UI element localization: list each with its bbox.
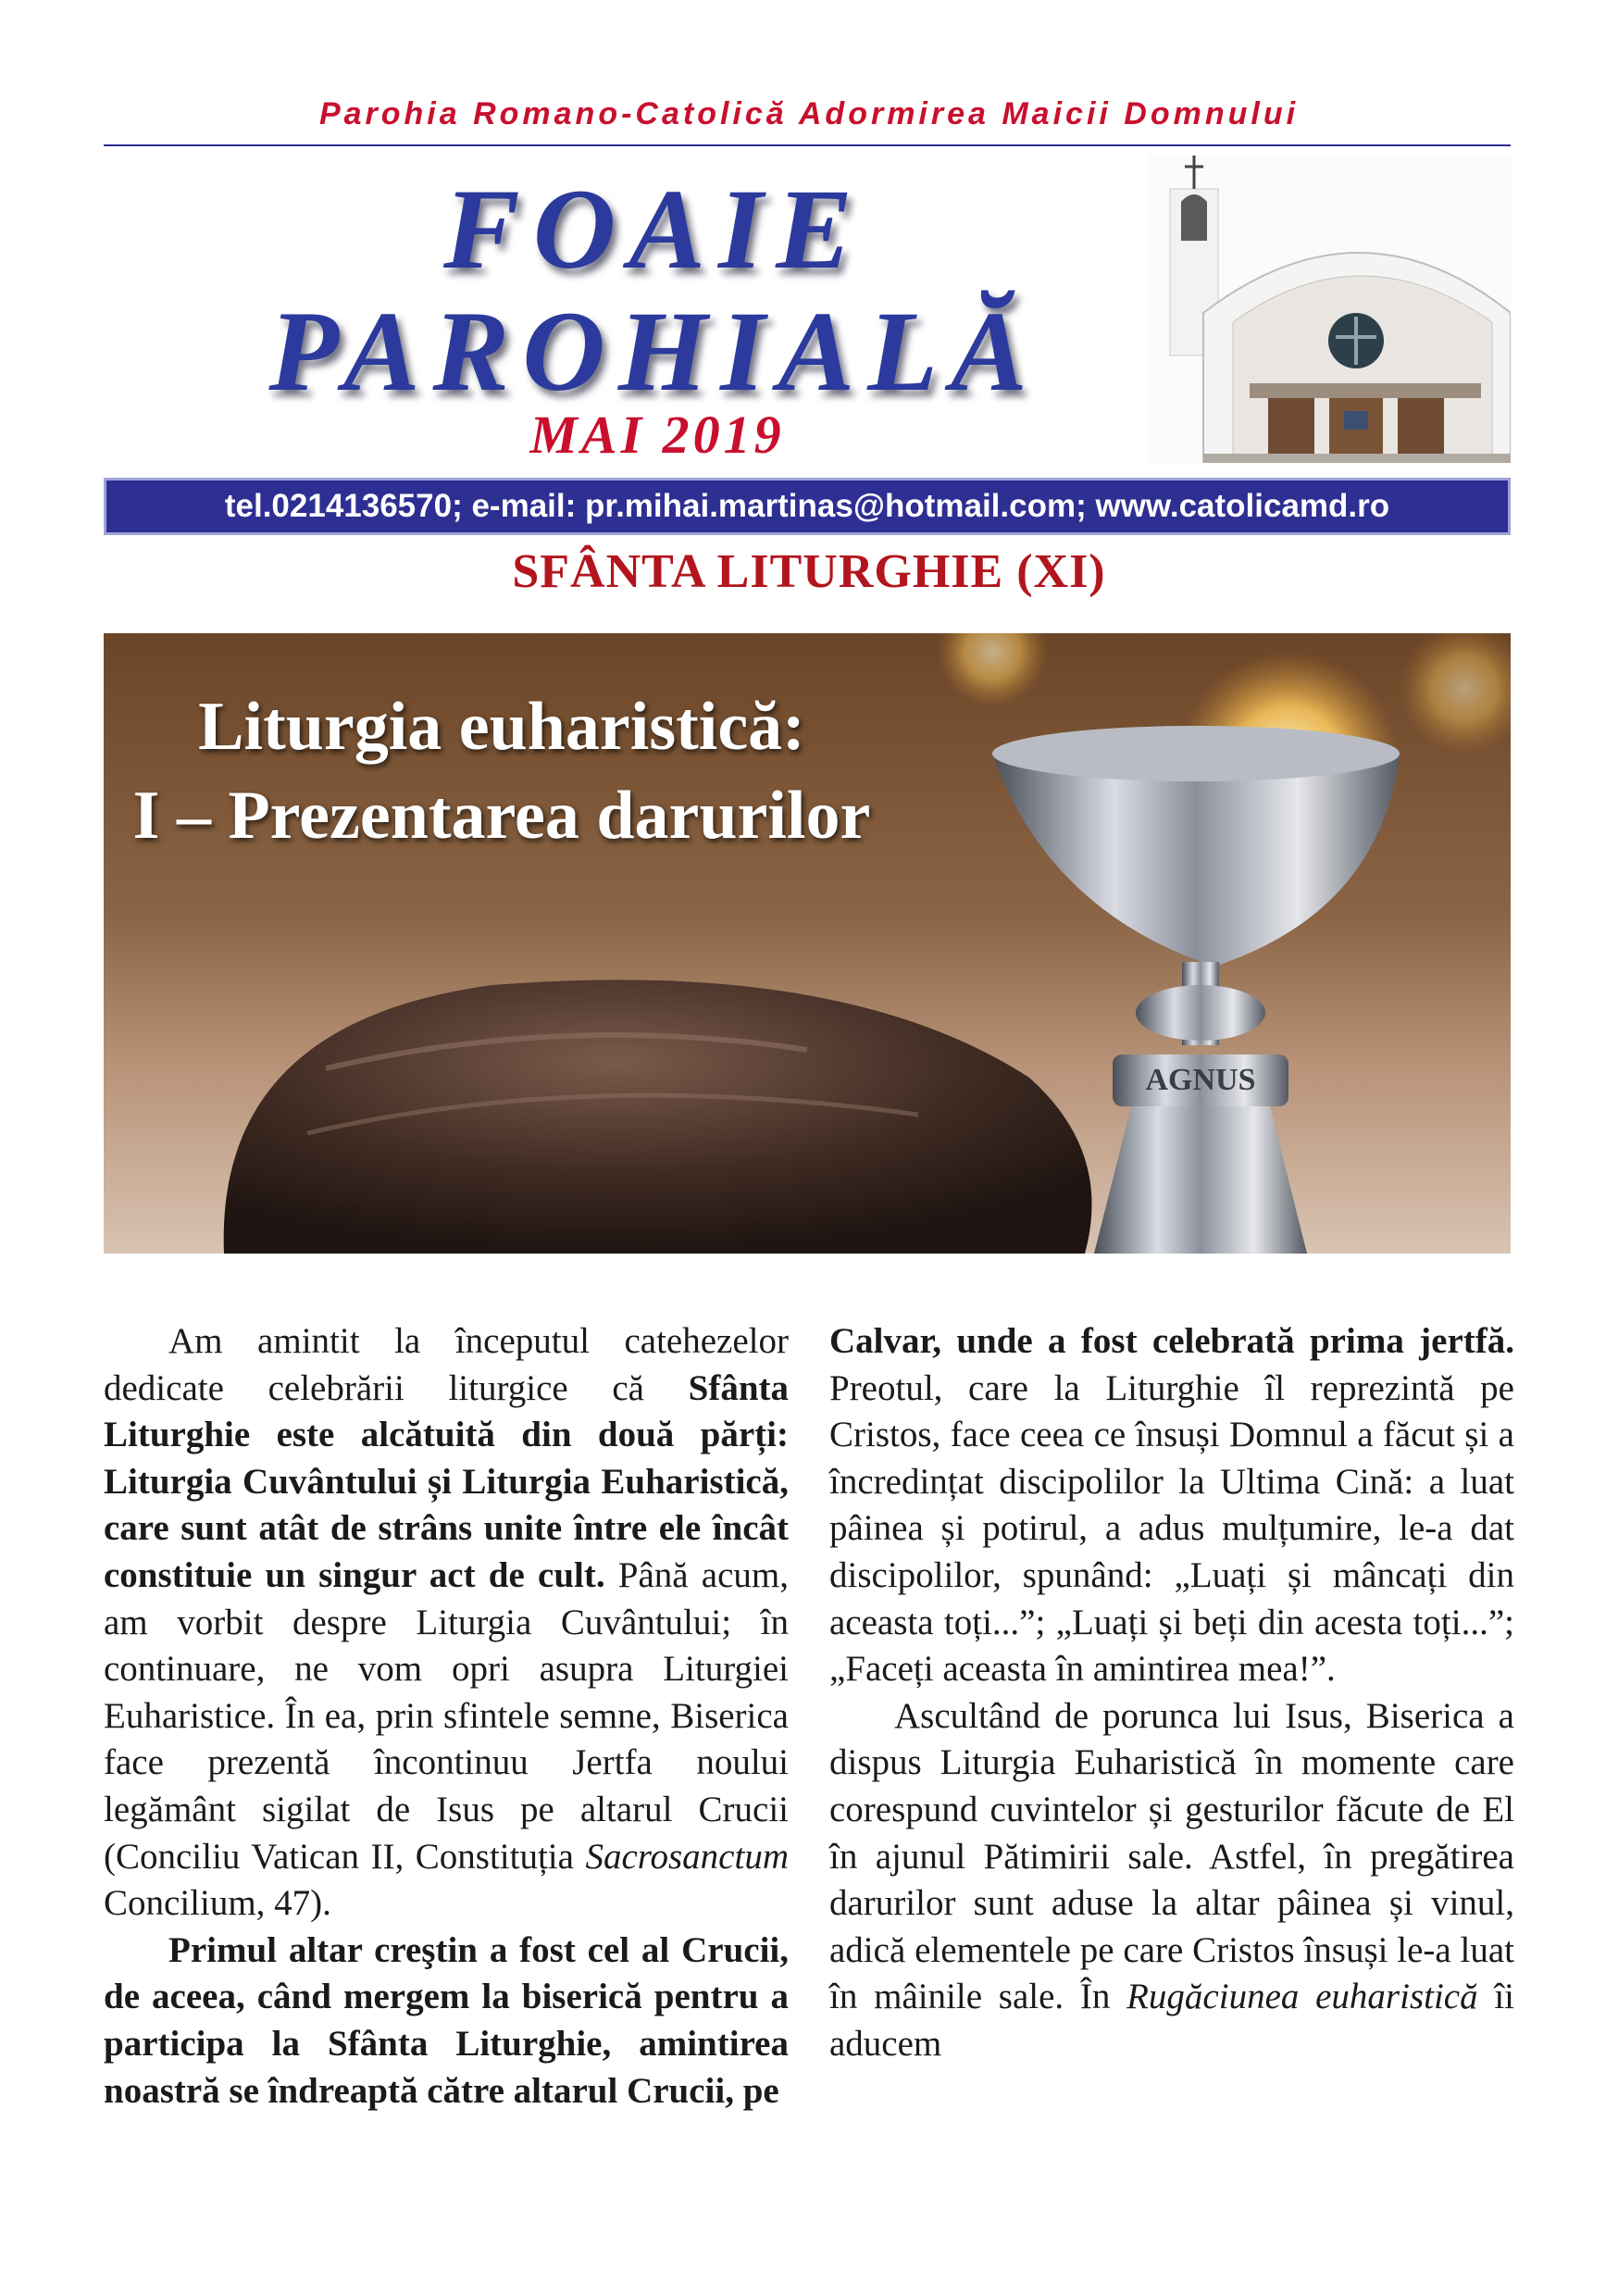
bold-run: Primul altar creştin a fost cel al Crucii, de aceea, când mergem la biserică pentru a participa la Sfânta Liturghie, amintirea noastră se îndreaptă către altarul Crucii, pe: [104, 1929, 789, 2111]
article-column-right: [829, 1318, 1514, 2068]
title-line2: PAROHIALĂ: [268, 288, 1040, 415]
text-run: Preotul, care la Liturghie îl reprezintă pe Cristos, face ceea ce însuși Domnul a făcut și a încredințat discipolilor la Ultima Cină: a luat pâinea și potirul, a adus mulțumire, le-a dat discipolilor, spunând: „Luați și mâncați din aceasta toți...”; „Luați și beți din acesta toți...”; „Faceți aceasta în amintirea mea!”.: [829, 1367, 1514, 1690]
italic-run: Rugăciunea euharistică: [1126, 1977, 1478, 2017]
title-line1: FOAIE: [443, 166, 865, 293]
paragraph-2: [104, 1928, 789, 2115]
bold-run: Sfânta Liturghie este alcătuită din două părți: Liturgia Cuvântului și Liturgia Euharistică, care sunt atât de strâns unite între ele încât constituie un singur act de cult.: [104, 1367, 789, 1595]
church-photo: [1148, 156, 1511, 463]
text-run: Ascultând de porunca lui Isus, Biserica a dispus Liturgia Euharistică în momente care corespund cuvintelor și gesturilor făcute de El în ajunul Pătimirii sale. Astfel, în pregătirea darurilor sunt aduse la altar pâinea și vinul, adică elementele pe care Cristos însuși le-a luat în mâinile sale. În: [829, 1695, 1514, 2017]
parish-name: Parohia Romano-Catolică Adormirea Maicii Domnului: [318, 96, 1300, 131]
hero-title-line2: I – Prezentarea darurilor: [132, 778, 871, 854]
paragraph-2-continued: [829, 1318, 1514, 1693]
hero-title-line1: Liturgia euharistică:: [198, 689, 805, 765]
bold-run: Calvar, unde a fost celebrată prima jertfă.: [829, 1321, 1514, 1361]
text-run: îi aducem: [829, 1977, 1515, 2064]
text-run: Până acum, am vorbit despre Liturgia Cuvântului; în continuare, ne vom opri asupra Liturgiei Euharistice. În ea, prin sfintele semne, Biserica face prezentă încontinuu Jertfa noului legământ sigilat de Isus pe altarul Crucii (Conciliu Vatican II, Constituția: [104, 1554, 789, 1877]
text-run: Am amintit la începutul catehezelor dedicate celebrării liturgice că: [104, 1321, 789, 1408]
text-run: Concilium, 47).: [104, 1883, 331, 1924]
section-title: SFÂNTA LITURGHIE (XI): [512, 545, 1106, 598]
paragraph-3: [829, 1693, 1514, 2068]
issue-date: MAI 2019: [529, 405, 785, 465]
contact-bar: tel.0214136570; e-mail: pr.mihai.martinas@hotmail.com; www.catolicamd.ro: [104, 478, 1511, 535]
header-rule: [104, 144, 1511, 146]
chalice-inscription: AGNUS: [1145, 1063, 1256, 1097]
italic-run: Sacrosanctum: [585, 1836, 789, 1877]
paragraph-1: [104, 1318, 789, 1928]
article-column-left: [104, 1318, 789, 2115]
